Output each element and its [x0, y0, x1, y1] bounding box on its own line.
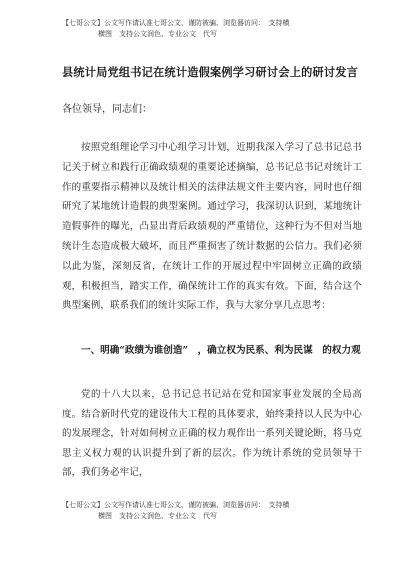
- footer-watermark-banner: [62, 500, 362, 522]
- footer-banner-line1: 【七哥公文】公文写作请认准七哥公文、谨防被骗、浏览器访问： 支持横: [62, 501, 290, 509]
- header-banner-line2: 横图 支持公文润色、专业公文 代写: [84, 30, 217, 38]
- section-heading-1: 一、明确“政绩为谁创造” ，确立权为民系、利为民谋 的权力观: [81, 345, 361, 356]
- document-title: 县统计局党组书记在统计造假案例学习研讨会上的研讨发言: [61, 65, 359, 79]
- header-watermark-banner: [62, 18, 362, 40]
- paragraph-intro: 按照党组理论学习中心组学习计划，近期我深入学习了总书记总书记关于树立和践行正确政绩观的重要论述摘编，总书记总书记对统计工作的重要指示精神以及统计相关的法律法规文件主要内容，同时也仔细研究了某地统计造假的典型案例。通过学习，我深切认识到，某地统计造假事件的曝光，凸显出背后政绩观的严重错位，这种行为不但对当地统计生态造成极大破坏，而且严重损害了统计数据的公信力。我们必须以此为鉴，深刻反省，在统计工作的开展过程中牢固树立正确的政绩观，积极担当，踏实工作，确保统计工作的真实有效。下面，结合这个典型案例，联系我们的统计实际工作，我与大家分享几点思考：: [62, 142, 362, 312]
- header-banner-line1: 【七哥公文】公文写作请认准七哥公文、谨防被骗、浏览器访问： 支持横: [62, 19, 290, 27]
- footer-banner-line2: 横图 支持公文润色、专业公文 代写: [84, 512, 217, 520]
- greeting: 各位领导，同志们：: [62, 104, 152, 115]
- paragraph-section-1: 党的十八大以来，总书记总书记站在党和国家事业发展的全局高度。结合新时代党的建设伟大工程的具体要求，始终秉持以人民为中心的发展理念，针对如何树立正确的权力观作出一系列关键论断，将马克思主义权力观的认识提升到了新的层次。作为统计系统的党员领导干部，我们务必牢记，: [62, 389, 362, 479]
